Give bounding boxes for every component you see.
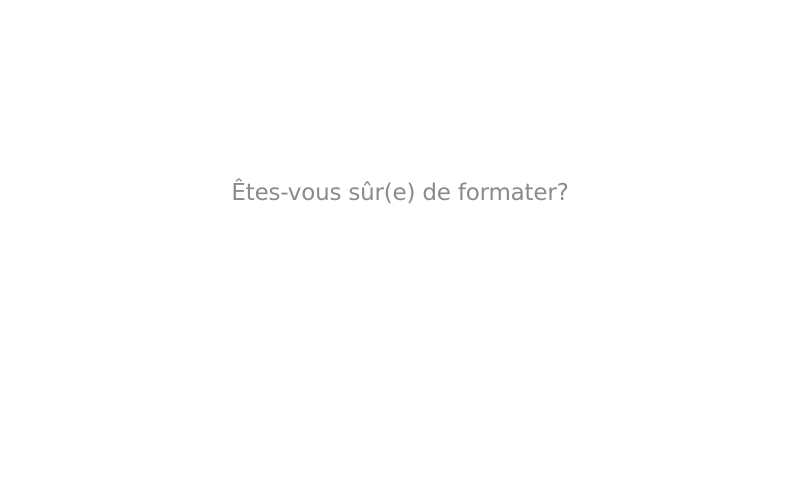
format-confirmation-message: Êtes-vous sûr(e) de formater? <box>231 180 569 206</box>
